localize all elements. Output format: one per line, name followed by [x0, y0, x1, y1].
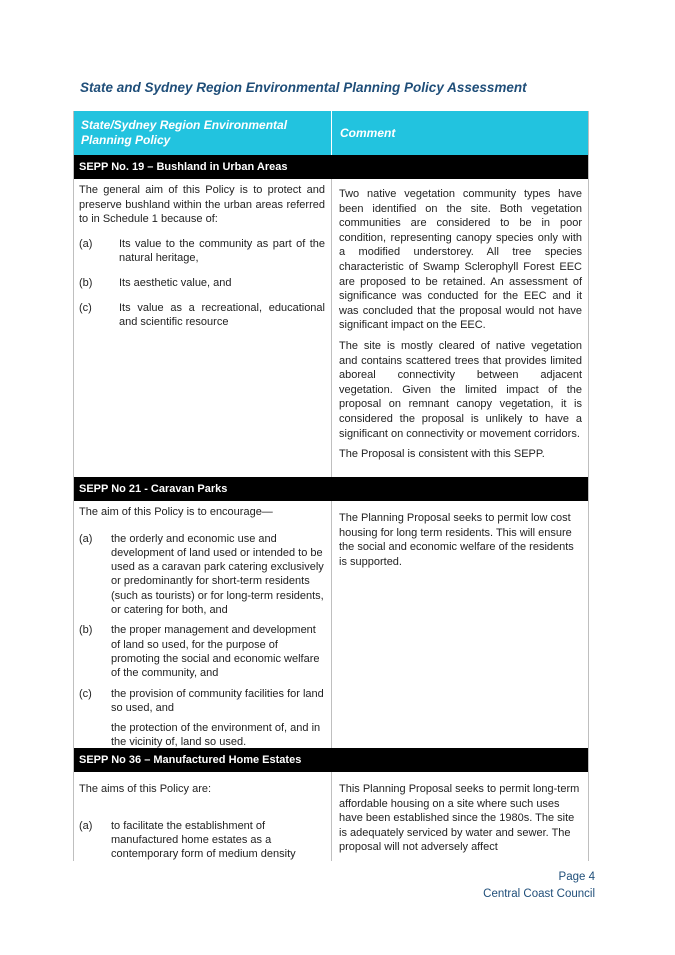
list-item [79, 721, 325, 750]
comment-cell [332, 501, 588, 748]
assessment-table [73, 111, 589, 861]
item-marker: (c) [79, 301, 92, 314]
list-item [79, 301, 325, 330]
item-marker [79, 721, 111, 750]
list-item [79, 276, 325, 291]
policy-cell [74, 501, 332, 748]
item-text: Its value to the community as part of the natural heritage, [119, 237, 325, 265]
policy-intro: The aim of this Policy is to encourage— [79, 506, 273, 518]
section-heading-sepp-21: SEPP No 21 - Caravan Parks [74, 477, 588, 501]
comment-paragraph: The site is mostly cleared of native vegetation and contains scattered trees that provides limited aboreal connectivity between adjacent vegetation. Given the limited impact of the proposal on remnant canopy vegetation, it is considered the proposal is unlikely to have a significant on connectivity or movement corridors. [339, 339, 582, 440]
footer-organisation: Central Coast Council [483, 888, 595, 900]
item-text: the provision of community facilities for land so used, and [111, 687, 324, 714]
policy-intro: The general aim of this Policy is to protect and preserve bushland within the urban areas referred to in Schedule 1 because of: [79, 184, 325, 226]
comment-paragraph: The Proposal is consistent with this SEPP. [339, 448, 545, 461]
table-row-sepp-21 [74, 501, 588, 748]
section-heading-sepp-19: SEPP No. 19 – Bushland in Urban Areas [74, 155, 588, 179]
comment-paragraph: Two native vegetation community types have been identified on the site. Both vegetation communities are considered to be in poor condition, representing canopy species only with a modified understorey. All tree species characteristic of Swamp Sclerophyll Forest EEC are proposed to be retained. An assessment of significance was conducted for the EEC and it was concluded that the proposal would not have significant impact on the EEC. [339, 188, 582, 332]
table-header [74, 111, 588, 155]
comment-cell [332, 772, 588, 861]
item-text: the orderly and economic use and development of land used or intended to be used as a caravan park catering exclusively or predominantly for short-term residents (such as tourists) or for long-term residents, or catering for both, and [111, 532, 324, 617]
page-number: Page 4 [558, 871, 595, 883]
header-comment: Comment [340, 126, 396, 140]
item-marker: (b) [79, 624, 93, 637]
page-title: State and Sydney Region Environmental Planning Policy Assessment [80, 80, 527, 95]
item-marker: (a) [79, 237, 93, 250]
table-row-sepp-19 [74, 179, 588, 477]
item-text: the protection of the environment of, and in the vicinity of, land so used. [111, 722, 321, 749]
item-marker: (a) [79, 532, 93, 545]
item-text: Its value as a recreational, educational and scientific resource [119, 301, 325, 329]
policy-cell [74, 772, 332, 861]
section-heading-sepp-36: SEPP No 36 – Manufactured Home Estates [74, 748, 588, 772]
list-item [79, 623, 325, 680]
comment-cell [332, 179, 588, 477]
list-item [79, 819, 325, 861]
item-marker: (a) [79, 819, 93, 832]
comment-paragraph: The Planning Proposal seeks to permit low cost housing for long term residents. This will ensure the social and economic welfare of the residents is supported. [339, 512, 574, 568]
list-item [79, 687, 325, 716]
item-marker: (c) [79, 687, 92, 700]
policy-intro: The aims of this Policy are: [79, 783, 212, 795]
list-item [79, 532, 325, 618]
policy-cell [74, 179, 332, 477]
list-item [79, 237, 325, 266]
item-marker: (b) [79, 276, 93, 289]
item-text: to facilitate the establishment of manufactured home estates as a contemporary form of medium density [111, 819, 296, 861]
table-row-sepp-36 [74, 772, 588, 861]
header-policy: State/Sydney Region Environmental Planning Policy [74, 111, 332, 155]
comment-paragraph: This Planning Proposal seeks to permit long-term affordable housing on a site where such uses have been established since the 1980s. The site is adequately serviced by water and sewer. The proposal will not adversely affect [339, 783, 580, 854]
item-text: Its aesthetic value, and [119, 276, 232, 289]
item-text: the proper management and development of land so used, for the purpose of promoting the social and economic welfare of the community, and [111, 624, 320, 680]
